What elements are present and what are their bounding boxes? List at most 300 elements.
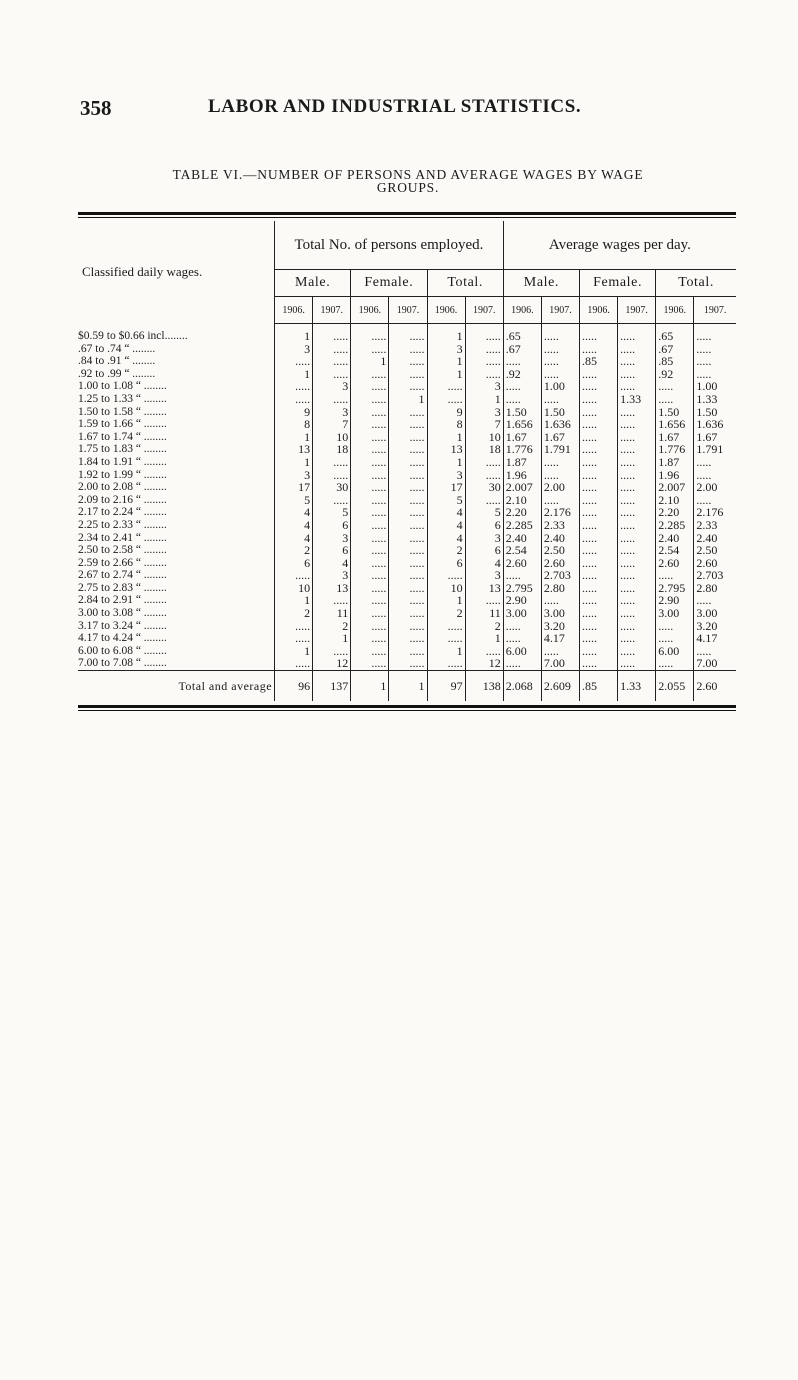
table-row (78, 418, 736, 431)
table-row (78, 456, 736, 469)
table-cell: ..... (351, 645, 389, 658)
total-cell: 1 (351, 671, 389, 702)
table-cell: ..... (656, 620, 694, 633)
header-wages-female: Female. (580, 270, 656, 297)
table-cell: 1 (275, 456, 313, 469)
table-cell: ..... (618, 368, 656, 381)
table-cell: ..... (351, 368, 389, 381)
table-cell: 2.60 (503, 557, 541, 570)
table-cell: 1.656 (503, 418, 541, 431)
table-cell: .85 (656, 355, 694, 368)
table-cell: 6 (313, 519, 351, 532)
table-cell: ..... (275, 355, 313, 368)
table-cell: 13 (427, 443, 465, 456)
table-cell: 1.67 (503, 431, 541, 444)
table-cell: ..... (694, 343, 736, 356)
row-header: Classified daily wages. (78, 221, 275, 324)
table-cell: 2.80 (541, 582, 579, 595)
wage-class-cell: 1.84 to 1.91 “ ........ (78, 455, 167, 468)
table-cell: ..... (580, 494, 618, 507)
table-cell: ..... (465, 469, 503, 482)
table-cell: 4 (427, 519, 465, 532)
table-cell: ..... (313, 456, 351, 469)
table-cell: ..... (580, 632, 618, 645)
top-rule-thick (78, 212, 736, 215)
table-cell: 1.87 (503, 456, 541, 469)
table-cell: ..... (351, 519, 389, 532)
wage-class-cell: 1.59 to 1.66 “ ........ (78, 418, 167, 431)
table-cell: 7.00 (541, 657, 579, 670)
table-cell: ..... (351, 506, 389, 519)
table-cell: 9 (427, 406, 465, 419)
table-cell: 6 (275, 557, 313, 570)
table-cell: ..... (580, 380, 618, 393)
table-row (78, 393, 736, 406)
table-cell: 1.776 (656, 443, 694, 456)
wage-class-cell: 1.00 to 1.08 “ ........ (78, 380, 167, 393)
table-cell: 1.87 (656, 456, 694, 469)
table-row (78, 620, 736, 633)
table-cell: 3.00 (503, 607, 541, 620)
table-cell: 1 (427, 324, 465, 343)
table-cell: ..... (389, 494, 427, 507)
table-cell: 2.176 (694, 506, 736, 519)
total-cell: 1.33 (618, 671, 656, 702)
header-wages-total: Total. (656, 270, 736, 297)
table-cell: 4 (275, 532, 313, 545)
table-cell: 1 (465, 632, 503, 645)
table-cell: ..... (389, 645, 427, 658)
total-cell: 96 (275, 671, 313, 702)
table-cell: 1 (389, 393, 427, 406)
table-cell: ..... (351, 544, 389, 557)
table-cell: 1.67 (694, 431, 736, 444)
table-cell: ..... (313, 368, 351, 381)
table-cell: 2.795 (503, 582, 541, 595)
table-cell: 2.00 (541, 481, 579, 494)
table-cell: 5 (427, 494, 465, 507)
table-cell: 2.795 (656, 582, 694, 595)
table-cell: ..... (389, 544, 427, 557)
table-cell: 3 (313, 380, 351, 393)
header-persons-female: Female. (351, 270, 427, 297)
running-title: LABOR AND INDUSTRIAL STATISTICS. (208, 96, 582, 117)
year-header: 1907. (465, 297, 503, 324)
table-cell: 1 (275, 594, 313, 607)
total-cell: 138 (465, 671, 503, 702)
table-cell: .65 (503, 324, 541, 343)
table-cell: 6 (427, 557, 465, 570)
table-cell: ..... (351, 557, 389, 570)
table-cell: ..... (351, 594, 389, 607)
year-header: 1906. (656, 297, 694, 324)
table-cell: ..... (275, 657, 313, 670)
table-cell: ..... (694, 645, 736, 658)
table-cell: 2.40 (541, 532, 579, 545)
table-cell: 1.636 (694, 418, 736, 431)
table-cell: 1.636 (541, 418, 579, 431)
table-cell: ..... (389, 632, 427, 645)
table-cell: 4 (275, 519, 313, 532)
table-cell: ..... (656, 657, 694, 670)
table-cell: 13 (313, 582, 351, 595)
table-cell: ..... (580, 582, 618, 595)
table-cell: ..... (351, 532, 389, 545)
table-cell: ..... (389, 532, 427, 545)
table-cell: 9 (275, 406, 313, 419)
table-cell: 11 (465, 607, 503, 620)
table-row (78, 368, 736, 381)
table-cell: ..... (427, 393, 465, 406)
table-cell: ..... (580, 406, 618, 419)
table-cell: 2.285 (503, 519, 541, 532)
table-row (78, 582, 736, 595)
year-header: 1907. (389, 297, 427, 324)
table-cell: ..... (351, 456, 389, 469)
table-cell: 3 (275, 343, 313, 356)
table-cell: ..... (580, 557, 618, 570)
total-cell: 2.055 (656, 671, 694, 702)
table-cell: ..... (389, 557, 427, 570)
table-cell: ..... (351, 380, 389, 393)
table-cell: 1 (427, 431, 465, 444)
year-header: 1906. (351, 297, 389, 324)
table-cell: ..... (389, 569, 427, 582)
table-cell: 30 (313, 481, 351, 494)
table-cell: ..... (694, 469, 736, 482)
table-cell: 1 (427, 594, 465, 607)
table-cell: ..... (351, 406, 389, 419)
table-body (78, 324, 736, 671)
table-cell: 6 (465, 544, 503, 557)
table-row (78, 532, 736, 545)
wage-class-cell: 2.25 to 2.33 “ ........ (78, 518, 167, 531)
table-cell: ..... (351, 582, 389, 595)
table-cell: ..... (618, 569, 656, 582)
table-cell: 2.703 (694, 569, 736, 582)
table-cell: ..... (618, 594, 656, 607)
table-cell: 2.50 (541, 544, 579, 557)
table-cell: 2.80 (694, 582, 736, 595)
table-cell: 2.54 (656, 544, 694, 557)
table-cell: ..... (313, 469, 351, 482)
table-cell: 6 (313, 544, 351, 557)
table-cell: 2.176 (541, 506, 579, 519)
table-cell: 3 (465, 569, 503, 582)
table-cell: 4 (427, 506, 465, 519)
year-header: 1906. (275, 297, 313, 324)
table-cell: ..... (580, 506, 618, 519)
table-cell: ..... (313, 645, 351, 658)
table-cell: ..... (580, 418, 618, 431)
table-title-line-1: TABLE VI.—NUMBER OF PERSONS AND AVERAGE WAGES BY WAGE (172, 167, 644, 182)
table-cell: ..... (541, 355, 579, 368)
wage-class-cell: 1.50 to 1.58 “ ........ (78, 405, 167, 418)
table-cell: 2.40 (694, 532, 736, 545)
table-cell: 5 (465, 506, 503, 519)
bottom-rule-thick (78, 705, 736, 708)
table-cell: 5 (275, 494, 313, 507)
table-cell: .67 (656, 343, 694, 356)
total-cell: 137 (313, 671, 351, 702)
table-cell: 3 (465, 380, 503, 393)
table-cell: ..... (618, 343, 656, 356)
total-cell: .85 (580, 671, 618, 702)
year-header: 1907. (541, 297, 579, 324)
table-cell: 2.60 (656, 557, 694, 570)
table-cell: ..... (313, 594, 351, 607)
table-row (78, 406, 736, 419)
table-cell: 1.50 (656, 406, 694, 419)
year-header: 1907. (694, 297, 736, 324)
wage-class-cell: 2.09 to 2.16 “ ........ (78, 493, 167, 506)
table-cell: 3 (427, 343, 465, 356)
wage-class-cell: .92 to .99 “ ........ (78, 367, 156, 380)
table-cell: ..... (503, 657, 541, 670)
table-cell: 2.007 (656, 481, 694, 494)
table-cell: 12 (465, 657, 503, 670)
table-cell: ..... (541, 469, 579, 482)
table-cell: ..... (275, 620, 313, 633)
year-header: 1907. (618, 297, 656, 324)
table-cell: ..... (465, 494, 503, 507)
table-cell: 4 (275, 506, 313, 519)
table-cell: 3 (465, 406, 503, 419)
table-cell: .92 (503, 368, 541, 381)
table-cell: 2.007 (503, 481, 541, 494)
table-cell: ..... (275, 393, 313, 406)
wage-class-cell: 2.17 to 2.24 “ ........ (78, 506, 167, 519)
table-cell: ..... (351, 607, 389, 620)
running-head (80, 96, 740, 122)
table-cell: 1.67 (541, 431, 579, 444)
table-row (78, 506, 736, 519)
table-row (78, 431, 736, 444)
wage-class-cell: 6.00 to 6.08 “ ........ (78, 644, 167, 657)
table-cell: ..... (541, 494, 579, 507)
table-cell: ..... (503, 620, 541, 633)
page-number: 358 (80, 96, 112, 120)
table-cell: ..... (389, 481, 427, 494)
table-cell: ..... (694, 456, 736, 469)
table-cell: 3 (427, 469, 465, 482)
table-cell: 8 (427, 418, 465, 431)
table-cell: ..... (580, 544, 618, 557)
table-cell: ..... (656, 393, 694, 406)
wage-class-cell: 2.84 to 2.91 “ ........ (78, 594, 167, 607)
table-cell: 2.60 (541, 557, 579, 570)
table-cell: ..... (618, 544, 656, 557)
table-cell: ..... (389, 418, 427, 431)
table-row (78, 632, 736, 645)
table-cell: 3.00 (656, 607, 694, 620)
table-cell: 1 (275, 645, 313, 658)
table-cell: 5 (313, 506, 351, 519)
table-cell: 1.656 (656, 418, 694, 431)
total-row (78, 671, 736, 702)
table-cell: 7.00 (694, 657, 736, 670)
table-cell: ..... (618, 324, 656, 343)
table-cell: 17 (427, 481, 465, 494)
table-row (78, 494, 736, 507)
top-rule-thin (78, 217, 736, 218)
table-cell: ..... (618, 532, 656, 545)
table-cell: 1 (313, 632, 351, 645)
table-cell: 1.33 (618, 393, 656, 406)
table-cell: 1 (275, 368, 313, 381)
table-row (78, 569, 736, 582)
year-header: 1907. (313, 297, 351, 324)
table-cell: ..... (503, 569, 541, 582)
table-cell: ..... (465, 343, 503, 356)
table-cell: 1 (427, 456, 465, 469)
header-average-wages: Average wages per day. (503, 221, 736, 270)
table-cell: ..... (389, 506, 427, 519)
table-cell: ..... (313, 494, 351, 507)
table-cell: ..... (580, 657, 618, 670)
table-cell: ..... (541, 324, 579, 343)
table-cell: ..... (618, 355, 656, 368)
table-cell: ..... (503, 380, 541, 393)
wage-class-cell: .67 to .74 “ ........ (78, 342, 156, 355)
table-cell: ..... (618, 494, 656, 507)
bottom-rule-thin (78, 710, 736, 711)
header-wages-male: Male. (503, 270, 579, 297)
table-cell: 18 (465, 443, 503, 456)
table-cell: 7 (313, 418, 351, 431)
table-cell: ..... (275, 380, 313, 393)
table-cell: 4 (427, 532, 465, 545)
table-cell: .85 (580, 355, 618, 368)
table-cell: .65 (656, 324, 694, 343)
table-cell: 10 (275, 582, 313, 595)
table-cell: ..... (656, 632, 694, 645)
table-cell: ..... (580, 519, 618, 532)
table-cell: ..... (351, 657, 389, 670)
table-cell: 1.00 (541, 380, 579, 393)
table-cell: 3.20 (541, 620, 579, 633)
table-cell: ..... (389, 343, 427, 356)
table-cell: ..... (694, 355, 736, 368)
table-cell: 17 (275, 481, 313, 494)
table-cell: 1.00 (694, 380, 736, 393)
table-cell: 1.96 (503, 469, 541, 482)
wage-class-cell: 1.25 to 1.33 “ ........ (78, 392, 167, 405)
total-cell: 1 (389, 671, 427, 702)
wage-class-cell: 3.00 to 3.08 “ ........ (78, 607, 167, 620)
total-cell: 2.068 (503, 671, 541, 702)
table-cell: ..... (694, 324, 736, 343)
table-cell: ..... (427, 380, 465, 393)
table-cell: ..... (389, 519, 427, 532)
table-cell: 4 (313, 557, 351, 570)
table-cell: 6 (465, 519, 503, 532)
table-cell: 13 (465, 582, 503, 595)
table-cell: ..... (618, 632, 656, 645)
table-cell: 1 (427, 645, 465, 658)
table-cell: 2.20 (503, 506, 541, 519)
table-cell: 2 (275, 544, 313, 557)
table-cell: ..... (618, 620, 656, 633)
table-cell: 3.00 (541, 607, 579, 620)
table-cell: ..... (580, 343, 618, 356)
table-cell: 1 (351, 355, 389, 368)
table-cell: ..... (618, 380, 656, 393)
table-cell: 8 (275, 418, 313, 431)
table-row (78, 481, 736, 494)
table-cell: ..... (389, 368, 427, 381)
wage-class-cell: .84 to .91 “ ........ (78, 355, 156, 368)
table-cell: 10 (465, 431, 503, 444)
table-cell: ..... (389, 657, 427, 670)
table-cell: 1.33 (694, 393, 736, 406)
table-cell: ..... (351, 620, 389, 633)
table-cell: 2.40 (656, 532, 694, 545)
wage-class-cell: 1.92 to 1.99 “ ........ (78, 468, 167, 481)
table-cell: 2 (465, 620, 503, 633)
table-cell: 2.90 (503, 594, 541, 607)
table-cell: ..... (351, 569, 389, 582)
table-row (78, 557, 736, 570)
table-cell: ..... (694, 494, 736, 507)
table-cell: ..... (351, 418, 389, 431)
table-cell: ..... (580, 569, 618, 582)
table-cell: 2.10 (503, 494, 541, 507)
table-cell: ..... (427, 569, 465, 582)
year-header: 1906. (503, 297, 541, 324)
table-row (78, 645, 736, 658)
table-cell: 18 (313, 443, 351, 456)
table-cell: 2.50 (694, 544, 736, 557)
table-cell: ..... (313, 355, 351, 368)
table-row (78, 343, 736, 356)
table-row (78, 607, 736, 620)
table-cell: 1.791 (694, 443, 736, 456)
table-cell: ..... (275, 569, 313, 582)
table-cell: ..... (503, 632, 541, 645)
table-cell: ..... (351, 431, 389, 444)
wage-class-cell: 1.75 to 1.83 “ ........ (78, 443, 167, 456)
table-cell: 3 (313, 569, 351, 582)
total-label: Total and average (78, 671, 275, 702)
table-cell: ..... (580, 607, 618, 620)
wage-class-cell: 2.59 to 2.66 “ ........ (78, 556, 167, 569)
table-cell: ..... (465, 456, 503, 469)
table-cell: 6.00 (503, 645, 541, 658)
table-cell: 2.20 (656, 506, 694, 519)
table-cell: ..... (389, 431, 427, 444)
wage-table (78, 221, 736, 701)
table-cell: ..... (351, 393, 389, 406)
table-cell: ..... (618, 481, 656, 494)
wage-class-cell: 4.17 to 4.24 “ ........ (78, 632, 167, 645)
table-cell: 2 (427, 544, 465, 557)
table-cell: ..... (618, 557, 656, 570)
table-row (78, 355, 736, 368)
table-cell: 2.33 (694, 519, 736, 532)
table-cell: ..... (313, 393, 351, 406)
total-cell: 2.60 (694, 671, 736, 702)
table-cell: ..... (351, 343, 389, 356)
total-cell: 97 (427, 671, 465, 702)
table-cell: ..... (618, 431, 656, 444)
table-cell: ..... (351, 481, 389, 494)
header-persons-total: Total. (427, 270, 503, 297)
table-cell: ..... (389, 443, 427, 456)
table-cell: 2.703 (541, 569, 579, 582)
table-cell: ..... (580, 431, 618, 444)
table-cell: ..... (351, 494, 389, 507)
